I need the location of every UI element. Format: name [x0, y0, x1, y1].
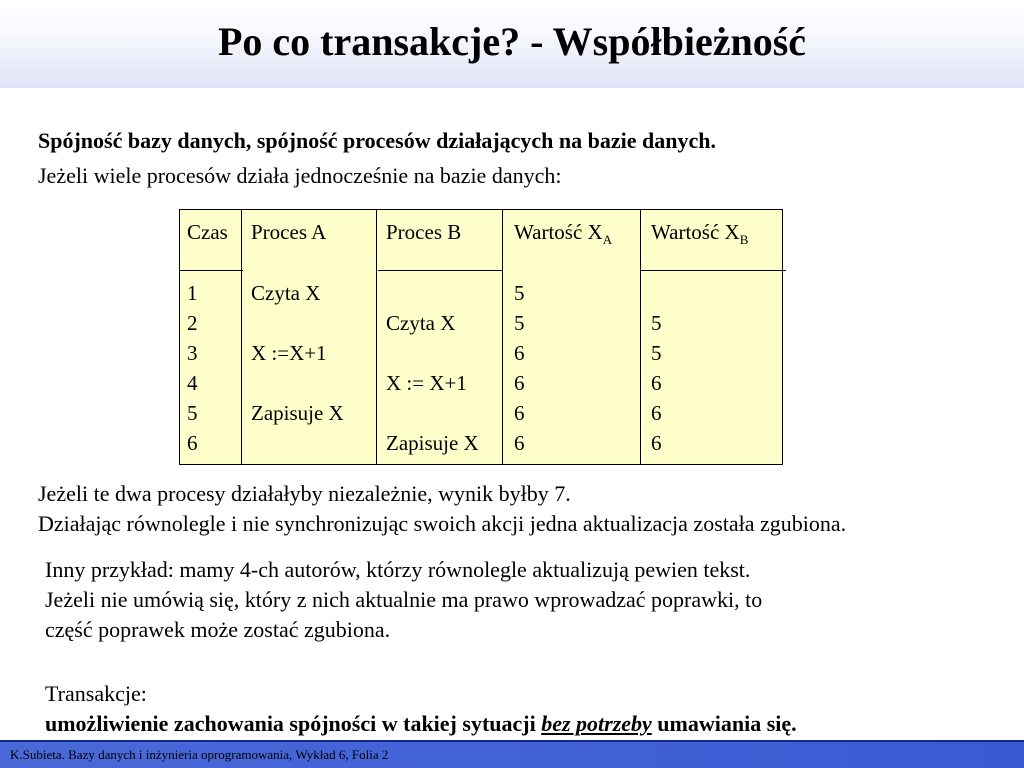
wartosc-xa-cell: 5 — [514, 281, 525, 305]
proces-a-cell: Zapisuje X — [251, 401, 344, 425]
example-line-2: Jeżeli nie umówią się, który z nich aktualnie ma prawo wprowadzać poprawki, to — [45, 587, 763, 612]
proces-a-cell: X :=X+1 — [251, 341, 327, 365]
header-czas: Czas — [187, 220, 228, 244]
czas-cell: 3 — [187, 341, 198, 365]
table-divider-4 — [640, 209, 641, 465]
wartosc-xb-cell: 6 — [651, 401, 662, 425]
intro-text: Jeżeli wiele procesów działa jednocześnie na bazie danych: — [38, 163, 562, 188]
proces-b-cell: Zapisuje X — [386, 431, 479, 455]
header-proces-a: Proces A — [251, 220, 327, 244]
conclusion-emphasis: bez potrzeby — [541, 711, 652, 736]
wartosc-xa-cell: 5 — [514, 311, 525, 335]
proces-b-cell: X := X+1 — [386, 371, 467, 395]
proces-b-cell: Czyta X — [386, 311, 456, 335]
table-divider-3 — [502, 209, 503, 465]
footer-rule — [0, 740, 1024, 742]
result-text-2: Działając równolegle i nie synchronizując swoich akcji jedna aktualizacja została zgubiona. — [38, 511, 847, 536]
subheading: Spójność bazy danych, spójność procesów działających na bazie danych. — [38, 128, 716, 153]
wartosc-xa-cell: 6 — [514, 371, 525, 395]
czas-cell: 5 — [187, 401, 198, 425]
result-text-1: Jeżeli te dwa procesy działałyby niezależnie, wynik byłby 7. — [38, 481, 571, 506]
czas-cell: 4 — [187, 371, 198, 395]
table-divider-1 — [241, 209, 242, 465]
wartosc-xa-cell: 6 — [514, 431, 525, 455]
header-rule-left — [179, 270, 243, 271]
header-proces-b: Proces B — [386, 220, 462, 244]
transakcje-label: Transakcje: — [45, 681, 147, 706]
slide-title: Po co transakcje? - Współbieżność — [217, 19, 807, 64]
wartosc-xb-cell: 6 — [651, 371, 662, 395]
conclusion: umożliwienie zachowania spójności w takiej sytuacji bez potrzeby umawiania się. — [45, 711, 797, 736]
header-wartosc-xa: Wartość $X_A$ — [514, 220, 613, 248]
wartosc-xb-cell: 5 — [651, 311, 662, 335]
czas-cell: 1 — [187, 281, 198, 305]
czas-cell: 6 — [187, 431, 198, 455]
wartosc-xa-cell: 6 — [514, 401, 525, 425]
czas-cell: 2 — [187, 311, 198, 335]
header-rule-middle — [378, 270, 502, 271]
footer-text: K.Subieta. Bazy danych i inżynieria oprogramowania, Wykład 6, Folia 2 — [10, 747, 389, 762]
header-wartosc-xb: Wartość $X_B$ — [651, 220, 749, 248]
example-line-3: część poprawek może zostać zgubiona. — [45, 617, 391, 642]
header-rule-right — [641, 270, 786, 271]
table-divider-2 — [376, 209, 377, 465]
proces-a-cell: Czyta X — [251, 281, 321, 305]
example-line-1: Inny przykład: mamy 4-ch autorów, którzy równolegle aktualizują pewien tekst. — [45, 557, 751, 582]
wartosc-xb-cell: 5 — [651, 341, 662, 365]
wartosc-xa-cell: 6 — [514, 341, 525, 365]
wartosc-xb-cell: 6 — [651, 431, 662, 455]
